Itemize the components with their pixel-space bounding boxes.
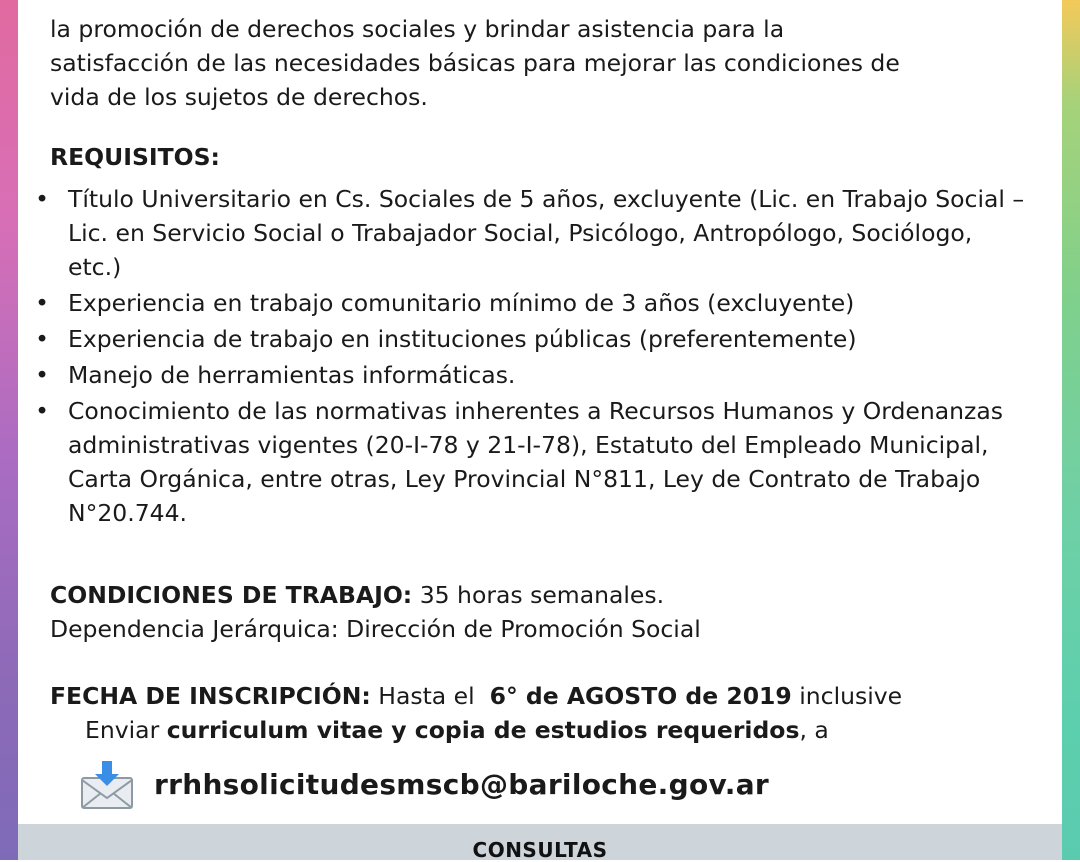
intro-line: la promoción de derechos sociales y brindar asistencia para la [50, 15, 785, 43]
right-color-border [1062, 0, 1080, 860]
fecha-date: 6° de AGOSTO de 2019 [489, 682, 792, 710]
requisito-text: Experiencia de trabajo en instituciones públicas (preferentemente) [68, 325, 857, 353]
list-item [32, 394, 1032, 530]
condiciones-line [50, 578, 664, 612]
consultas-footer [18, 824, 1062, 860]
bullet-icon: • [35, 289, 49, 317]
fecha-suffix: inclusive [791, 682, 903, 710]
email-link[interactable]: rrhhsolicitudesmscb@bariloche.gov.ar [154, 768, 770, 801]
intro-line: satisfacción de las necesidades básicas para mejorar las condiciones de [50, 49, 900, 77]
list-item [32, 286, 1032, 320]
left-color-border [0, 0, 18, 860]
bullet-icon: • [35, 397, 49, 425]
enviar-line [85, 713, 829, 747]
bullet-icon: • [35, 361, 49, 389]
requisito-text: Conocimiento de las normativas inherentes a Recursos Humanos y Ordenanzas administrativas vigentes (20-I-78 y 21-I-78), Estatuto del Empleado Municipal, Carta Orgánica, entre otras, Ley Provincial N°811, Ley de Contrato de Trabajo N°20.744. [68, 397, 1003, 527]
list-item [32, 182, 1032, 284]
requisitos-heading: REQUISITOS: [50, 143, 220, 171]
bullet-icon: • [35, 185, 49, 213]
condiciones-value: 35 horas semanales. [412, 581, 665, 609]
document-card [18, 0, 1062, 824]
requisito-text: Título Universitario en Cs. Sociales de 5 años, excluyente (Lic. en Trabajo Social – Lic. en Servicio Social o Trabajador Social, Psicólogo, Antropólogo, Sociólogo, etc.) [68, 185, 1025, 281]
fecha-inscripcion-line [50, 679, 902, 713]
enviar-prefix: Enviar [85, 716, 167, 744]
fecha-prefix: Hasta el [370, 682, 490, 710]
email-row [80, 760, 769, 810]
consultas-label: CONSULTAS [472, 838, 608, 862]
enviar-suffix: , a [799, 716, 829, 744]
requisito-text: Manejo de herramientas informáticas. [68, 361, 516, 389]
bullet-icon: • [35, 325, 49, 353]
fecha-label: FECHA DE INSCRIPCIÓN: [50, 682, 371, 710]
list-item [32, 322, 1032, 356]
intro-paragraph [50, 0, 1040, 114]
envelope-download-icon [80, 760, 134, 810]
condiciones-label: CONDICIONES DE TRABAJO: [50, 581, 413, 609]
dependencia-line: Dependencia Jerárquica: Dirección de Promoción Social [50, 615, 701, 643]
list-item [32, 358, 1032, 392]
enviar-bold: curriculum vitae y copia de estudios requeridos [166, 716, 800, 744]
requisitos-list [32, 182, 1032, 532]
intro-line: vida de los sujetos de derechos. [50, 83, 428, 111]
requisito-text: Experiencia en trabajo comunitario mínimo de 3 años (excluyente) [68, 289, 855, 317]
